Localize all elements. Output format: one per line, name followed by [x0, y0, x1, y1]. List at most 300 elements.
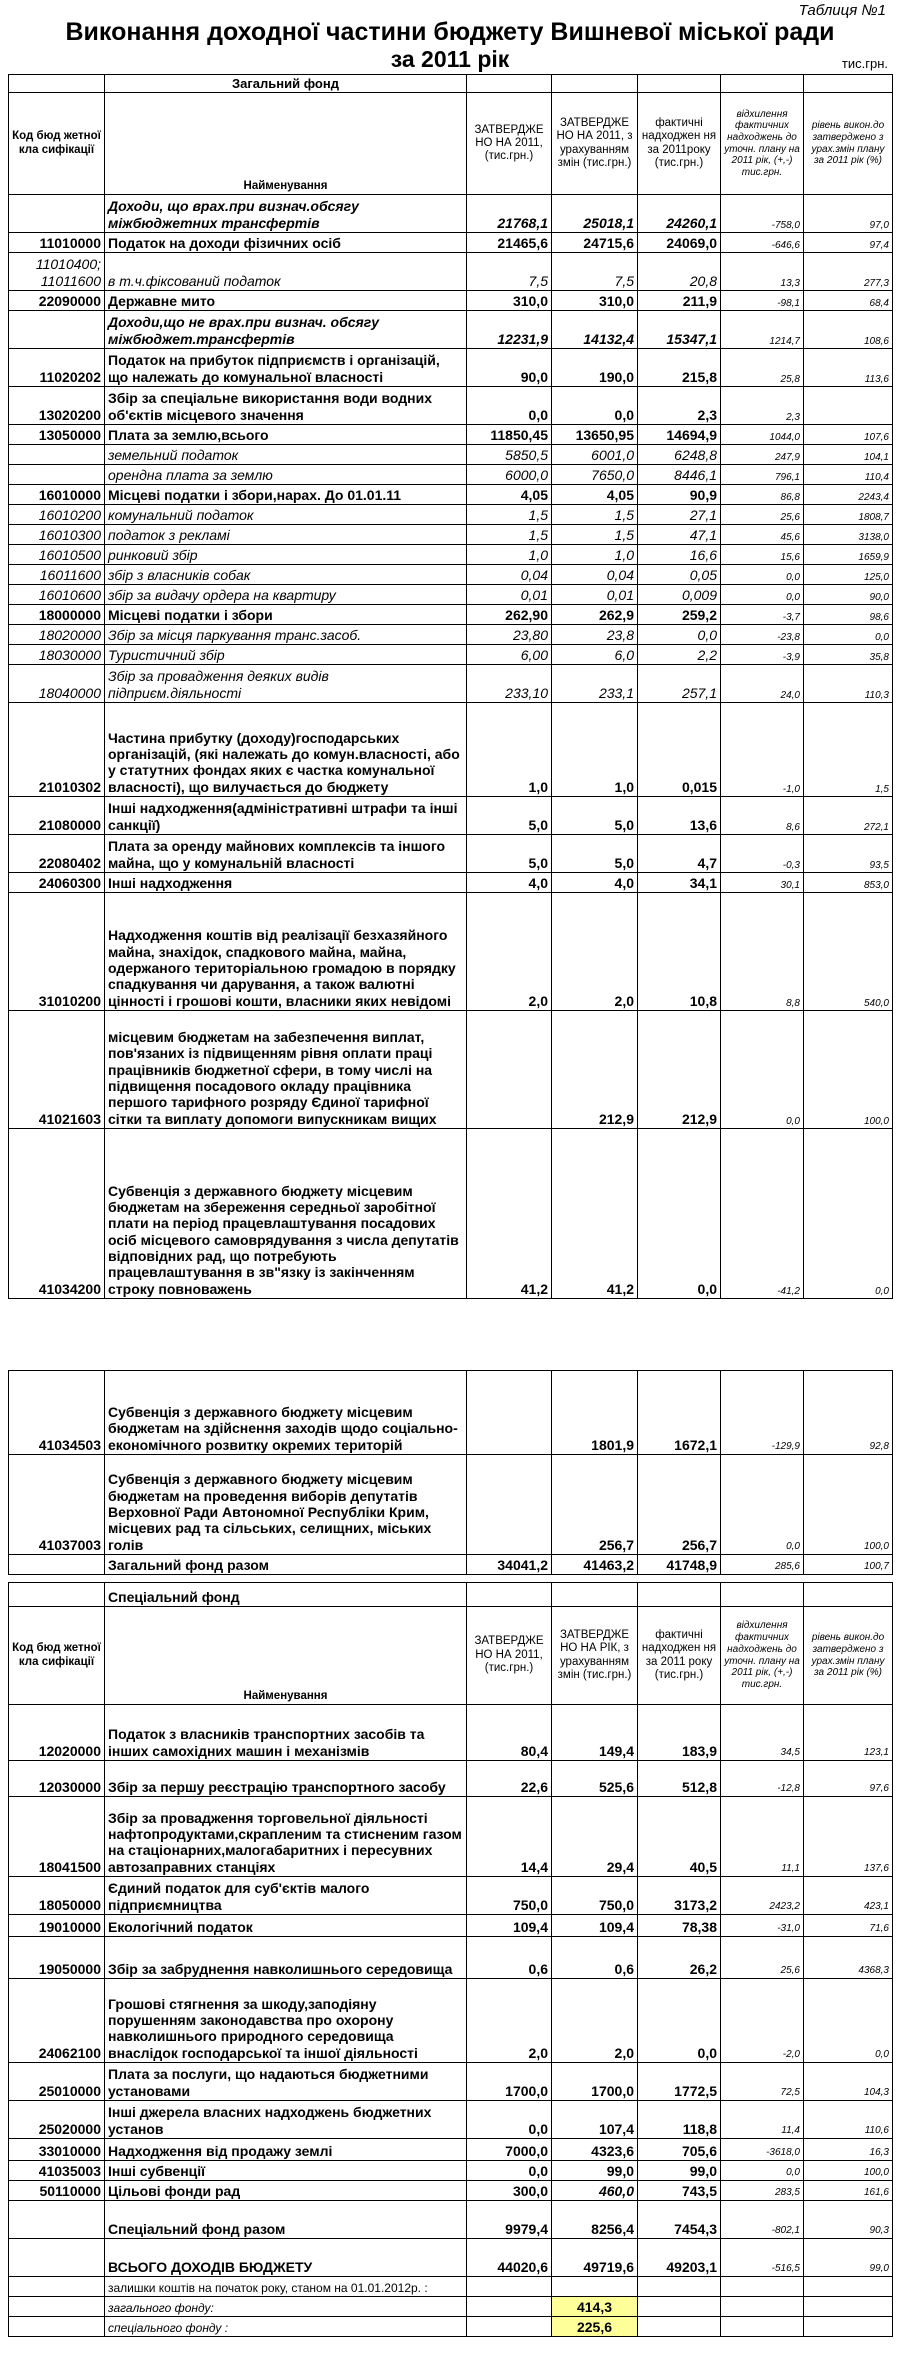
- row-actual: 99,0: [638, 2161, 721, 2181]
- row-percent: 68,4: [804, 291, 893, 311]
- table-row: [9, 1915, 893, 1937]
- row-code: 41037003: [9, 1455, 105, 1555]
- table-row: [9, 1371, 893, 1455]
- row-code: 16010200: [9, 505, 105, 525]
- row-approved-changes: 0,0: [552, 387, 638, 425]
- balance-special-label: спеціального фонду :: [105, 2317, 467, 2337]
- row-name: Інші субвенції: [105, 2161, 467, 2181]
- row-approved-changes: 310,0: [552, 291, 638, 311]
- table-row: [9, 625, 893, 645]
- row-deviation: -23,8: [721, 625, 804, 645]
- row-name: Спеціальний фонд разом: [105, 2201, 467, 2239]
- row-actual: 1772,5: [638, 2063, 721, 2101]
- row-name: Єдиний податок для суб'єктів малого підприємництва: [105, 1877, 467, 1915]
- row-actual: 8446,1: [638, 465, 721, 485]
- row-name: Збір за провадження торговельної діяльності нафтопродуктами,скрапленим та стисненим газом на стаціонарних,малогабаритних і пересувних автозаправних станціях: [105, 1797, 467, 1877]
- row-deviation: 0,0: [721, 565, 804, 585]
- row-approved-changes: 2,0: [552, 1979, 638, 2063]
- row-code: 11010400; 11011600: [9, 253, 105, 291]
- row-name: Місцеві податки і збори,нарах. До 01.01.11: [105, 485, 467, 505]
- row-approved-changes: 1,0: [552, 545, 638, 565]
- row-actual: 0,0: [638, 625, 721, 645]
- row-code: 18020000: [9, 625, 105, 645]
- special-fund-label: Спеціальний фонд: [105, 1583, 467, 1607]
- row-percent: 108,6: [804, 311, 893, 349]
- row-percent: 123,1: [804, 1705, 893, 1761]
- row-code: [9, 1555, 105, 1575]
- table-row: [9, 1129, 893, 1299]
- row-percent: 99,0: [804, 2239, 893, 2277]
- header-percent: рівень викон.до затверджено з урах.змін плану за 2011 рік (%): [804, 93, 893, 195]
- row-actual: 705,6: [638, 2139, 721, 2161]
- row-deviation: 0,0: [721, 2161, 804, 2181]
- row-approved-changes: 525,6: [552, 1761, 638, 1797]
- row-code: 16011600: [9, 565, 105, 585]
- row-actual: 40,5: [638, 1797, 721, 1877]
- row-deviation: 0,0: [721, 585, 804, 605]
- row-name: Збір за першу реєстрацію транспортного засобу: [105, 1761, 467, 1797]
- row-actual: 34,1: [638, 873, 721, 893]
- row-actual: 0,0: [638, 1979, 721, 2063]
- row-code: 21010302: [9, 703, 105, 797]
- row-approved-changes: 5,0: [552, 797, 638, 835]
- row-deviation: 24,0: [721, 665, 804, 703]
- row-deviation: -41,2: [721, 1129, 804, 1299]
- row-actual: 47,1: [638, 525, 721, 545]
- row-name: Місцеві податки і збори: [105, 605, 467, 625]
- row-percent: 104,1: [804, 445, 893, 465]
- table-row: [9, 2181, 893, 2201]
- row-approved: 5,0: [467, 797, 552, 835]
- row-approved-changes: 256,7: [552, 1455, 638, 1555]
- row-deviation: -129,9: [721, 1371, 804, 1455]
- row-code: 12030000: [9, 1761, 105, 1797]
- row-code: 11010000: [9, 233, 105, 253]
- row-approved: 1,0: [467, 703, 552, 797]
- row-code: 25010000: [9, 2063, 105, 2101]
- row-approved: 0,6: [467, 1937, 552, 1979]
- row-name: Плата за послуги, що надаються бюджетними установами: [105, 2063, 467, 2101]
- row-percent: 16,3: [804, 2139, 893, 2161]
- row-deviation: -802,1: [721, 2201, 804, 2239]
- row-percent: 98,6: [804, 605, 893, 625]
- page-subtitle: за 2011 рік: [390, 46, 510, 72]
- row-approved: [467, 1371, 552, 1455]
- special-fund-table: [8, 1582, 893, 2337]
- row-approved-changes: 1,5: [552, 505, 638, 525]
- row-actual: 27,1: [638, 505, 721, 525]
- row-code: 41034503: [9, 1371, 105, 1455]
- row-code: [9, 2239, 105, 2277]
- row-approved: 22,6: [467, 1761, 552, 1797]
- row-actual: 41748,9: [638, 1555, 721, 1575]
- row-actual: 512,8: [638, 1761, 721, 1797]
- row-name: Податок з власників транспортних засобів та інших самохідних машин і механізмів: [105, 1705, 467, 1761]
- row-actual: 24069,0: [638, 233, 721, 253]
- row-actual: 10,8: [638, 893, 721, 1011]
- row-code: [9, 195, 105, 233]
- row-approved-changes: 4323,6: [552, 2139, 638, 2161]
- row-code: 12020000: [9, 1705, 105, 1761]
- row-approved-changes: 8256,4: [552, 2201, 638, 2239]
- header-actual: фактичні надходжен ня за 2011року (тис.грн.): [638, 93, 721, 195]
- row-name: Субвенція з державного бюджету місцевим бюджетам на збереження середньої заробітної плати на період працевлаштування посадових осіб місцевого самоврядування з числа депутатів відповідних рад, що потребують працевлаштування в зв"язку із закінченням строку повноважень: [105, 1129, 467, 1299]
- row-name: Плата за землю,всього: [105, 425, 467, 445]
- row-approved: 1,0: [467, 545, 552, 565]
- row-deviation: 25,8: [721, 349, 804, 387]
- page-title: Виконання доходної частини бюджету Вишневої міської ради: [65, 18, 835, 46]
- row-actual: 15347,1: [638, 311, 721, 349]
- row-approved: 2,0: [467, 893, 552, 1011]
- row-deviation: 8,6: [721, 797, 804, 835]
- row-name: Державне мито: [105, 291, 467, 311]
- row-approved-changes: 0,01: [552, 585, 638, 605]
- row-approved: 21465,6: [467, 233, 552, 253]
- table-row: [9, 2063, 893, 2101]
- row-approved-changes: 0,6: [552, 1937, 638, 1979]
- row-percent: 113,6: [804, 349, 893, 387]
- row-name: податок з рекламі: [105, 525, 467, 545]
- row-code: 24060300: [9, 873, 105, 893]
- table-row: [9, 835, 893, 873]
- row-code: 13050000: [9, 425, 105, 445]
- table-note: Таблиця №1: [798, 2, 886, 19]
- row-name: Грошові стягнення за шкоду,заподіяну порушенням законодавства про охорону навколишнього природного середовища внаслідок господарської та іншої діяльності: [105, 1979, 467, 2063]
- header-name: Найменування: [105, 1607, 467, 1705]
- row-percent: 110,4: [804, 465, 893, 485]
- row-code: 18041500: [9, 1797, 105, 1877]
- table-row: [9, 505, 893, 525]
- row-percent: 272,1: [804, 797, 893, 835]
- table-row: [9, 873, 893, 893]
- row-code: 18040000: [9, 665, 105, 703]
- row-deviation: -31,0: [721, 1915, 804, 1937]
- row-name: ринковий збір: [105, 545, 467, 565]
- row-deviation: 285,6: [721, 1555, 804, 1575]
- general-fund-table-continued: [8, 1370, 893, 1575]
- general-fund-label: Загальний фонд: [105, 75, 467, 93]
- row-actual: 49203,1: [638, 2239, 721, 2277]
- table-row: [9, 445, 893, 465]
- balance-general: [9, 2297, 893, 2317]
- row-percent: 277,3: [804, 253, 893, 291]
- table-row: [9, 2139, 893, 2161]
- balance-general-label: загального фонду:: [105, 2297, 467, 2317]
- row-approved-changes: 233,1: [552, 665, 638, 703]
- row-code: 41034200: [9, 1129, 105, 1299]
- row-deviation: -646,6: [721, 233, 804, 253]
- row-approved-changes: 29,4: [552, 1797, 638, 1877]
- row-actual: 20,8: [638, 253, 721, 291]
- row-name: Надходження коштів від реалізації безхазяйного майна, знахідок, спадкового майна, майна, одержаного територіальною громадою в порядку спадкування чи дарування, а також валютні цінності і грошові кошти, власники яких невідомі: [105, 893, 467, 1011]
- header-approved: ЗАТВЕРДЖЕ НО НА 2011, (тис.грн.): [467, 1607, 552, 1705]
- table-row: [9, 605, 893, 625]
- row-approved-changes: 190,0: [552, 349, 638, 387]
- row-percent: 100,0: [804, 2161, 893, 2181]
- row-approved-changes: 41463,2: [552, 1555, 638, 1575]
- row-name: збір з власників собак: [105, 565, 467, 585]
- row-approved-changes: 41,2: [552, 1129, 638, 1299]
- row-approved-changes: 99,0: [552, 2161, 638, 2181]
- table-row: [9, 2161, 893, 2181]
- row-deviation: 25,6: [721, 505, 804, 525]
- row-approved: 34041,2: [467, 1555, 552, 1575]
- row-code: 22080402: [9, 835, 105, 873]
- units-label: тис.грн.: [841, 56, 888, 71]
- row-deviation: 796,1: [721, 465, 804, 485]
- row-actual: 26,2: [638, 1937, 721, 1979]
- row-name: земельний податок: [105, 445, 467, 465]
- row-percent: 137,6: [804, 1797, 893, 1877]
- row-deviation: 2,3: [721, 387, 804, 425]
- table-row: [9, 1705, 893, 1761]
- balance-special-value: 225,6: [552, 2317, 638, 2337]
- row-approved: 23,80: [467, 625, 552, 645]
- row-deviation: -1,0: [721, 703, 804, 797]
- table-row: [9, 1011, 893, 1129]
- row-deviation: 34,5: [721, 1705, 804, 1761]
- row-deviation: -516,5: [721, 2239, 804, 2277]
- row-approved-changes: 149,4: [552, 1705, 638, 1761]
- row-actual: 212,9: [638, 1011, 721, 1129]
- row-percent: 90,0: [804, 585, 893, 605]
- row-name: Доходи,що не врах.при визнач. обсягу міжбюджет.трансфертів: [105, 311, 467, 349]
- row-percent: 1659,9: [804, 545, 893, 565]
- row-percent: [804, 387, 893, 425]
- row-name: ВСЬОГО ДОХОДІВ БЮДЖЕТУ: [105, 2239, 467, 2277]
- row-deviation: 30,1: [721, 873, 804, 893]
- row-deviation: -3,7: [721, 605, 804, 625]
- table-row: [9, 1761, 893, 1797]
- header-approved: ЗАТВЕРДЖЕ НО НА 2011, (тис.грн.): [467, 93, 552, 195]
- row-percent: 93,5: [804, 835, 893, 873]
- table-row: [9, 2101, 893, 2139]
- row-deviation: -3,9: [721, 645, 804, 665]
- row-percent: 100,7: [804, 1555, 893, 1575]
- row-code: 18050000: [9, 1877, 105, 1915]
- table-row: [9, 2239, 893, 2277]
- row-name: Податок на доходи фізичних осіб: [105, 233, 467, 253]
- row-approved: 6000,0: [467, 465, 552, 485]
- row-approved: 12231,9: [467, 311, 552, 349]
- row-approved-changes: 1,0: [552, 703, 638, 797]
- row-approved-changes: 25018,1: [552, 195, 638, 233]
- row-name: комунальний податок: [105, 505, 467, 525]
- row-code: [9, 311, 105, 349]
- row-actual: 0,009: [638, 585, 721, 605]
- row-code: 41035003: [9, 2161, 105, 2181]
- row-code: 11020202: [9, 349, 105, 387]
- row-percent: 1,5: [804, 703, 893, 797]
- row-percent: 0,0: [804, 1979, 893, 2063]
- row-approved-changes: 2,0: [552, 893, 638, 1011]
- row-percent: 0,0: [804, 1129, 893, 1299]
- row-code: 21080000: [9, 797, 105, 835]
- row-name: Податок на прибуток підприємств і організацій, що належать до комунальної власності: [105, 349, 467, 387]
- row-deviation: 0,0: [721, 1011, 804, 1129]
- row-percent: 100,0: [804, 1455, 893, 1555]
- row-name: Загальний фонд разом: [105, 1555, 467, 1575]
- table-row: [9, 253, 893, 291]
- row-percent: 90,3: [804, 2201, 893, 2239]
- row-percent: 110,6: [804, 2101, 893, 2139]
- table-row: [9, 797, 893, 835]
- row-actual: 90,9: [638, 485, 721, 505]
- row-approved: 0,0: [467, 387, 552, 425]
- row-actual: 259,2: [638, 605, 721, 625]
- row-percent: 71,6: [804, 1915, 893, 1937]
- row-approved: 2,0: [467, 1979, 552, 2063]
- row-code: 24062100: [9, 1979, 105, 2063]
- table-row: [9, 233, 893, 253]
- row-name: Субвенція з державного бюджету місцевим бюджетам на здійснення заходів щодо соціально-економічного розвитку окремих територій: [105, 1371, 467, 1455]
- balance-special: [9, 2317, 893, 2337]
- row-name: в т.ч.фіксований податок: [105, 253, 467, 291]
- row-code: 13020200: [9, 387, 105, 425]
- row-approved: 1700,0: [467, 2063, 552, 2101]
- table-row: [9, 1797, 893, 1877]
- table-row: [9, 565, 893, 585]
- row-approved: 90,0: [467, 349, 552, 387]
- row-actual: 16,6: [638, 545, 721, 565]
- row-percent: 97,0: [804, 195, 893, 233]
- row-approved-changes: 7650,0: [552, 465, 638, 485]
- row-percent: 107,6: [804, 425, 893, 445]
- table-row: [9, 425, 893, 445]
- row-name: Інші надходження: [105, 873, 467, 893]
- row-approved: 7000,0: [467, 2139, 552, 2161]
- row-approved: 0,04: [467, 565, 552, 585]
- row-approved: 9979,4: [467, 2201, 552, 2239]
- row-approved: 262,90: [467, 605, 552, 625]
- row-actual: 211,9: [638, 291, 721, 311]
- row-deviation: 86,8: [721, 485, 804, 505]
- row-name: Туристичний збір: [105, 645, 467, 665]
- row-approved: 0,0: [467, 2101, 552, 2139]
- row-percent: 540,0: [804, 893, 893, 1011]
- row-name: Частина прибутку (доходу)господарських організацій, (які належать до комун.власності, або у статутних фондах яких є частка комунальної власності), що вилучається до бюджету: [105, 703, 467, 797]
- row-approved-changes: 7,5: [552, 253, 638, 291]
- row-code: 16010500: [9, 545, 105, 565]
- row-name: орендна плата за землю: [105, 465, 467, 485]
- row-deviation: -2,0: [721, 1979, 804, 2063]
- row-percent: 423,1: [804, 1877, 893, 1915]
- table-row: [9, 645, 893, 665]
- row-name: Збір за провадження деяких видів підприєм.діяльності: [105, 665, 467, 703]
- row-code: 16010300: [9, 525, 105, 545]
- row-approved: 5,0: [467, 835, 552, 873]
- row-name: Збір за місця паркування транс.засоб.: [105, 625, 467, 645]
- row-actual: 14694,9: [638, 425, 721, 445]
- row-approved: 109,4: [467, 1915, 552, 1937]
- row-code: [9, 445, 105, 465]
- row-name: Збір за забруднення навколишнього середовища: [105, 1937, 467, 1979]
- row-actual: 183,9: [638, 1705, 721, 1761]
- table-row: [9, 349, 893, 387]
- row-approved-changes: 24715,6: [552, 233, 638, 253]
- header-percent: рівень викон.до затверджено з урах.змін плану за 2011 рік (%): [804, 1607, 893, 1705]
- row-approved-changes: 212,9: [552, 1011, 638, 1129]
- row-approved: 21768,1: [467, 195, 552, 233]
- row-deviation: 13,3: [721, 253, 804, 291]
- header-code: Код бюд жетної кла сифікації: [9, 93, 105, 195]
- row-code: 33010000: [9, 2139, 105, 2161]
- row-actual: 215,8: [638, 349, 721, 387]
- row-approved: [467, 1011, 552, 1129]
- row-code: 16010000: [9, 485, 105, 505]
- general-fund-table: [8, 74, 893, 1299]
- row-name: місцевим бюджетам на забезпечення виплат, пов'язаних із підвищенням рівня оплати праці працівників бюджетної сфери, в тому числі на підвищення посадового окладу працівника першого тарифного розряду Єдиної тарифної сітки та виплату допомоги випускникам вищих: [105, 1011, 467, 1129]
- row-actual: 13,6: [638, 797, 721, 835]
- row-approved: 0,0: [467, 2161, 552, 2181]
- row-approved: 750,0: [467, 1877, 552, 1915]
- row-code: 25020000: [9, 2101, 105, 2139]
- row-name: Надходження від продажу землі: [105, 2139, 467, 2161]
- header-name: Найменування: [105, 93, 467, 195]
- row-deviation: 283,5: [721, 2181, 804, 2201]
- row-name: Екологічний податок: [105, 1915, 467, 1937]
- table-row: [9, 1455, 893, 1555]
- table-row: [9, 1979, 893, 2063]
- row-code: 31010200: [9, 893, 105, 1011]
- row-approved-changes: 460,0: [552, 2181, 638, 2201]
- row-approved-changes: 14132,4: [552, 311, 638, 349]
- row-deviation: -12,8: [721, 1761, 804, 1797]
- row-deviation: -3618,0: [721, 2139, 804, 2161]
- table-row: [9, 665, 893, 703]
- row-approved: 310,0: [467, 291, 552, 311]
- row-deviation: 8,8: [721, 893, 804, 1011]
- row-deviation: 11,4: [721, 2101, 804, 2139]
- row-percent: 35,8: [804, 645, 893, 665]
- row-deviation: 25,6: [721, 1937, 804, 1979]
- row-code: 22090000: [9, 291, 105, 311]
- table-row: [9, 1877, 893, 1915]
- row-actual: 256,7: [638, 1455, 721, 1555]
- row-approved-changes: 4,0: [552, 873, 638, 893]
- row-approved-changes: 1801,9: [552, 1371, 638, 1455]
- row-approved-changes: 107,4: [552, 2101, 638, 2139]
- row-approved: 1,5: [467, 505, 552, 525]
- row-approved: 4,0: [467, 873, 552, 893]
- row-approved: [467, 1455, 552, 1555]
- row-name: Субвенція з державного бюджету місцевим бюджетам на проведення виборів депутатів Верховної Ради Автономної Республіки Крим, місцевих рад та сільських, селищних, міських голів: [105, 1455, 467, 1555]
- row-deviation: -758,0: [721, 195, 804, 233]
- header-deviation: відхилення фактичних надходжень до уточн. плану на 2011 рік, (+,-) тис.грн.: [721, 1607, 804, 1705]
- row-name: Інші надходження(адміністративні штрафи та інші санкції): [105, 797, 467, 835]
- table-row: [9, 545, 893, 565]
- table-row: [9, 893, 893, 1011]
- row-percent: 2243,4: [804, 485, 893, 505]
- balances-title: [9, 2277, 893, 2297]
- row-approved-changes: 750,0: [552, 1877, 638, 1915]
- header-approved-changes: ЗАТВЕРДЖЕ НО НА 2011, з урахуванням змін (тис.грн.): [552, 93, 638, 195]
- row-name: Плата за оренду майнових комплексів та іншого майна, що у комунальній власності: [105, 835, 467, 873]
- row-approved-changes: 6,0: [552, 645, 638, 665]
- row-name: збір за видачу ордера на квартиру: [105, 585, 467, 605]
- table-row: [9, 311, 893, 349]
- row-code: 19010000: [9, 1915, 105, 1937]
- row-code: 41021603: [9, 1011, 105, 1129]
- row-code: 18000000: [9, 605, 105, 625]
- row-deviation: 1214,7: [721, 311, 804, 349]
- row-actual: 743,5: [638, 2181, 721, 2201]
- row-percent: 0,0: [804, 625, 893, 645]
- row-approved-changes: 1700,0: [552, 2063, 638, 2101]
- row-deviation: 11,1: [721, 1797, 804, 1877]
- row-actual: 7454,3: [638, 2201, 721, 2239]
- row-approved-changes: 262,9: [552, 605, 638, 625]
